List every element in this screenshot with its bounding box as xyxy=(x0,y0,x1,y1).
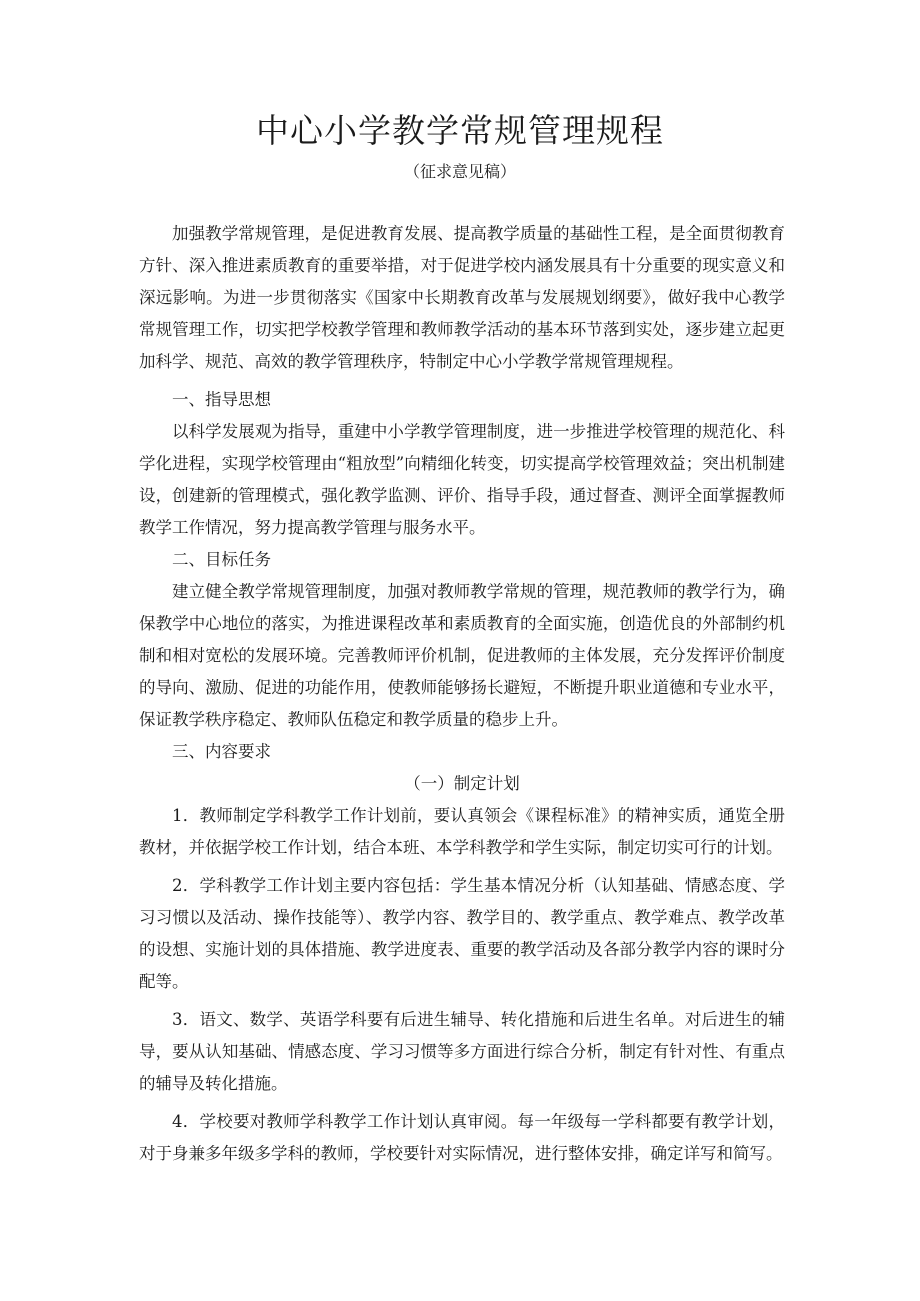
section-paragraph-goals: 建立健全教学常规管理制度，加强对教师教学常规的管理，规范教师的教学行为，确保教学中心地位的落实，为推进课程改革和素质教育的全面实施，创造优良的外部制约机制和相对宽松的发展环境。完善教师评价机制，促进教师的主体发展，充分发挥评价制度的导向、激励、促进的功能作用，使教师能够扬长避短，不断提升职业道德和专业水平，保证教学秩序稳定、教师队伍稳定和教学质量的稳步上升。 xyxy=(139,582,785,729)
section-paragraph-guiding-thought: 以科学发展观为指导，重建中小学教学管理制度，进一步推进学校管理的规范化、科学化进程，实现学校管理由“粗放型”向精细化转变，切实提高学校管理效益；突出机制建设，创建新的管理模式，强化教学监测、评价、指导手段，通过督查、测评全面掌握教师教学工作情况，努力提高教学管理与服务水平。 xyxy=(139,422,785,537)
document-subtitle: （征求意见稿） xyxy=(403,162,516,181)
list-item: 1．教师制定学科教学工作计划前，要认真领会《课程标准》的精神实质，通览全册教材，并依据学校工作计划，结合本班、本学科教学和学生实际，制定切实可行的计划。 xyxy=(139,806,785,857)
list-item: 2．学科教学工作计划主要内容包括：学生基本情况分析（认知基础、情感态度、学习习惯以及活动、操作技能等）、教学内容、教学目的、教学重点、教学难点、教学改革的设想、实施计划的具体措施、教学进度表、重要的教学活动及各部分教学内容的课时分配等。 xyxy=(139,876,785,991)
document-body xyxy=(139,218,785,1170)
list-item: 4．学校要对教师学科教学工作计划认真审阅。每一年级每一学科都要有教学计划，对于身兼多年级多学科的教师，学校要针对实际情况，进行整体安排，确定详写和简写。 xyxy=(139,1112,785,1163)
subsection-heading-planning: （一）制定计划 xyxy=(404,774,520,793)
document-title: 中心小学教学常规管理规程 xyxy=(256,111,664,150)
section-heading-goals: 二、目标任务 xyxy=(172,550,271,569)
section-heading-guiding-thought: 一、指导思想 xyxy=(172,390,271,409)
intro-paragraph: 加强教学常规管理，是促进教育发展、提高教学质量的基础性工程，是全面贯彻教育方针、深入推进素质教育的重要举措，对于促进学校内涵发展具有十分重要的现实意义和深远影响。为进一步贯彻落实《国家中长期教育改革与发展规划纲要》，做好我中心教学常规管理工作，切实把学校教学管理和教师教学活动的基本环节落到实处，逐步建立起更加科学、规范、高效的教学管理秩序，特制定中心小学教学常规管理规程。 xyxy=(139,224,785,371)
section-heading-content-requirements: 三、内容要求 xyxy=(172,742,271,761)
list-item: 3．语文、数学、英语学科要有后进生辅导、转化措施和后进生名单。对后进生的辅导，要从认知基础、情感态度、学习习惯等多方面进行综合分析，制定有针对性、有重点的辅导及转化措施。 xyxy=(139,1010,785,1093)
